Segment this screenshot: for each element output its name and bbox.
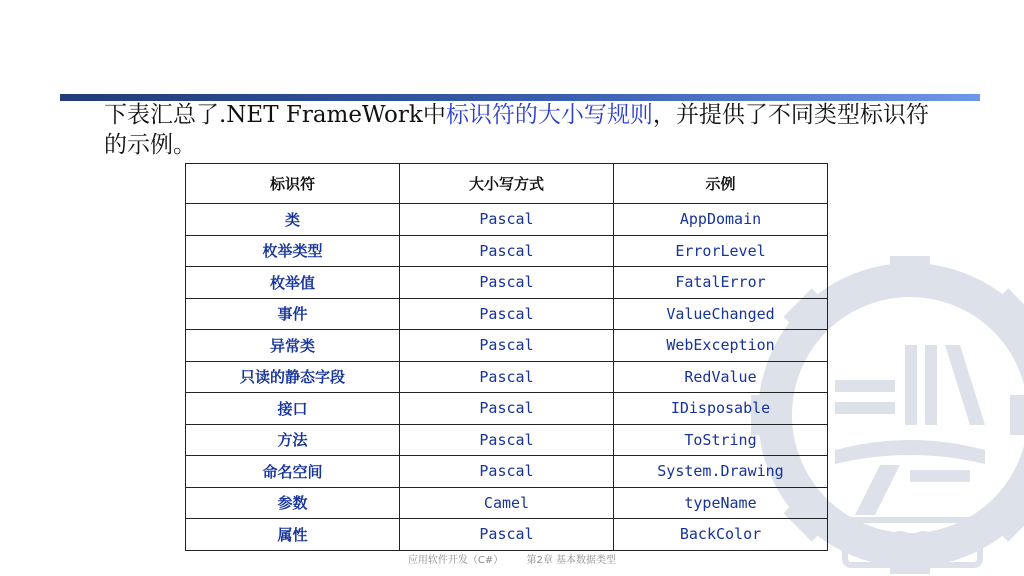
- cell-identifier: 命名空间: [186, 456, 400, 488]
- cell-case-style: Camel: [400, 487, 614, 519]
- header-case-style: 大小写方式: [400, 164, 614, 204]
- cell-case-style: Pascal: [400, 298, 614, 330]
- intro-suffix: ，并提供了不同类型标识符的示例。: [104, 102, 929, 158]
- emblem-inner-motif: [835, 345, 985, 515]
- cell-example: RedValue: [614, 361, 828, 393]
- cell-example: System.Drawing: [614, 456, 828, 488]
- cell-identifier: 事件: [186, 298, 400, 330]
- cell-case-style: Pascal: [400, 204, 614, 236]
- cell-identifier: 属性: [186, 519, 400, 551]
- table-row: [186, 204, 828, 236]
- cell-identifier: 接口: [186, 393, 400, 425]
- cell-example: ToString: [614, 424, 828, 456]
- cell-case-style: Pascal: [400, 235, 614, 267]
- cell-case-style: Pascal: [400, 456, 614, 488]
- intro-prefix: 下表汇总了.NET FrameWork中: [104, 102, 446, 128]
- table-row: [186, 487, 828, 519]
- table-row: [186, 519, 828, 551]
- header-example: 示例: [614, 164, 828, 204]
- cell-example: FatalError: [614, 267, 828, 299]
- table-header-row: [186, 164, 828, 204]
- table-row: [186, 330, 828, 362]
- table-row: [186, 361, 828, 393]
- intro-highlight: 标识符的大小写规则: [445, 102, 653, 128]
- cell-example: ErrorLevel: [614, 235, 828, 267]
- cell-case-style: Pascal: [400, 519, 614, 551]
- identifier-case-table: [185, 163, 828, 551]
- header-identifier: 标识符: [186, 164, 400, 204]
- table-row: [186, 456, 828, 488]
- cell-case-style: Pascal: [400, 330, 614, 362]
- table-row: [186, 424, 828, 456]
- footer-chapter-title: 第2章 基本数据类型: [526, 555, 617, 566]
- cell-example: typeName: [614, 487, 828, 519]
- cell-identifier: 参数: [186, 487, 400, 519]
- cell-identifier: 枚举类型: [186, 235, 400, 267]
- cell-example: ValueChanged: [614, 298, 828, 330]
- cell-example: WebException: [614, 330, 828, 362]
- cell-example: BackColor: [614, 519, 828, 551]
- cell-case-style: Pascal: [400, 361, 614, 393]
- table-row: [186, 298, 828, 330]
- cell-identifier: 异常类: [186, 330, 400, 362]
- identifier-case-table-container: [185, 163, 828, 551]
- cell-example: AppDomain: [614, 204, 828, 236]
- slide-footer: [0, 551, 1024, 566]
- cell-identifier: 方法: [186, 424, 400, 456]
- table-row: [186, 393, 828, 425]
- cell-identifier: 只读的静态字段: [186, 361, 400, 393]
- cell-case-style: Pascal: [400, 424, 614, 456]
- cell-case-style: Pascal: [400, 393, 614, 425]
- cell-identifier: 枚举值: [186, 267, 400, 299]
- footer-course-title: 应用软件开发（C#）: [407, 555, 504, 566]
- cell-example: IDisposable: [614, 393, 828, 425]
- emblem-year-text: 1896: [864, 525, 960, 565]
- cell-identifier: 类: [186, 204, 400, 236]
- cell-case-style: Pascal: [400, 267, 614, 299]
- table-row: [186, 235, 828, 267]
- table-row: [186, 267, 828, 299]
- intro-paragraph: [104, 100, 944, 160]
